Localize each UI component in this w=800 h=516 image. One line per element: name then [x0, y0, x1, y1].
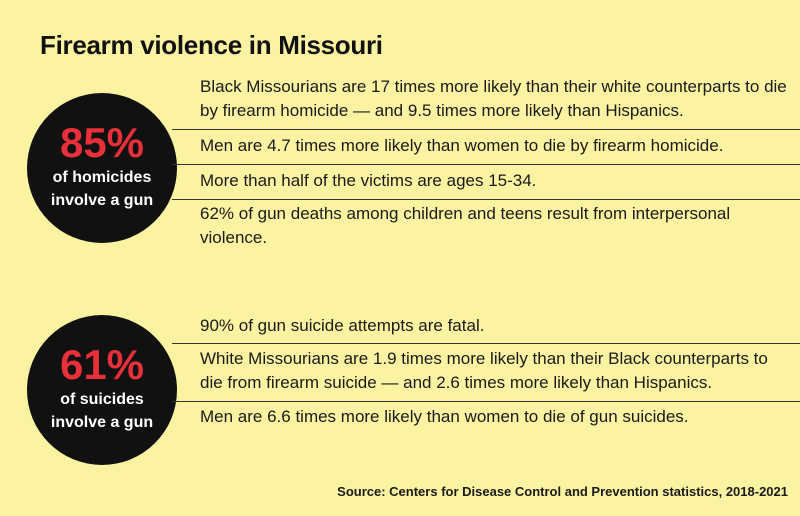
- infographic-title: Firearm violence in Missouri: [40, 30, 383, 60]
- suicide-facts-list: [172, 314, 800, 429]
- suicide-stat-caption-line2: involve a gun: [50, 414, 154, 431]
- homicide-fact: Black Missourians are 17 times more likely than their white counterparts to die by firearm homicide — and 9.5 times more likely than Hispanics.: [200, 77, 787, 120]
- homicide-stat-caption-line2: involve a gun: [50, 192, 154, 209]
- suicide-stat-caption-line1: of suicides: [60, 391, 144, 408]
- homicide-stat-percent: 85%: [59, 119, 145, 166]
- source-note: Source: Centers for Disease Control and Prevention statistics, 2018-2021: [337, 484, 788, 499]
- suicide-stat-circle: [27, 315, 177, 465]
- suicide-fact: 90% of gun suicide attempts are fatal.: [200, 316, 485, 335]
- homicide-facts-list: [172, 75, 800, 250]
- homicide-fact: Men are 4.7 times more likely than women to die by firearm homicide.: [172, 129, 800, 164]
- homicide-stat-caption-line1: of homicides: [52, 169, 152, 186]
- suicide-stat-percent: 61%: [59, 341, 145, 388]
- suicide-fact: White Missourians are 1.9 times more likely than their Black counterparts to die from firearm suicide — and 2.6 times more likely than Hispanics.: [172, 343, 800, 401]
- homicide-fact: 62% of gun deaths among children and teens result from interpersonal violence.: [172, 199, 800, 250]
- suicide-fact: Men are 6.6 times more likely than women to die of gun suicides.: [172, 401, 800, 429]
- homicide-fact: More than half of the victims are ages 15-34.: [172, 164, 800, 199]
- homicide-stat-circle: [27, 93, 177, 243]
